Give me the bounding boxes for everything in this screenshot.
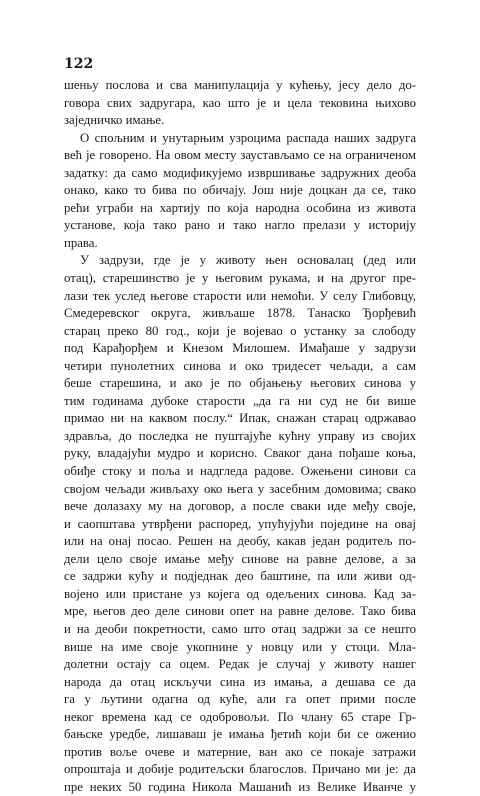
text-line: дели цело своје имање међу синове на равне делове, а за xyxy=(64,551,416,566)
text-line: својом чељади живљаху око њега у засебним домовима; свако xyxy=(64,481,416,496)
text-line: руку, владајући мудро и корисно. Сваког дана пођаше коња, xyxy=(64,446,416,461)
text-line: отац), старешинство је у његовим рукама, и на другог пре- xyxy=(64,271,416,286)
text-line: старац преко 80 год., који је војевао о устанку за слободу xyxy=(64,323,416,338)
text-line: говора свих задругара, као што је и цела тековина њихово xyxy=(64,95,416,110)
text-line: четири пунолетних синова и око тридесет чељади, а сам xyxy=(64,358,416,373)
text-line: пре неких 50 година Никола Машанић из Велике Иванче у xyxy=(64,779,416,794)
page-number: 122 xyxy=(64,56,94,72)
text-line: или на онај посао. Решен на деобу, какав један родитељ по- xyxy=(64,534,416,549)
text-line: права. xyxy=(64,235,98,250)
text-line: задатку: да само модификујемо извршивање задружних деоба xyxy=(64,165,416,180)
text-line: народа да отац искључи сина из имања, а дешава се да xyxy=(64,674,416,689)
book-page xyxy=(64,55,416,794)
text-line: тим годинама дубоке старости „да га ни суд не би више xyxy=(64,393,416,408)
text-line: Смедеревског округа, живљаше 1878. Танаско Ђорђевић xyxy=(64,306,416,321)
text-line: против воље очеве и матерние, ван ако се покаје затражи xyxy=(64,744,416,759)
text-line: војено или пристане уз којега од одељених синова. Кад за- xyxy=(64,586,416,601)
text-line: шеньу послова и сва манипулација у кућењу, јесу дело до- xyxy=(64,78,416,92)
text-line: више на име своје укопнине у новцу или у стоци. Мла- xyxy=(64,639,416,654)
text-line: опроштаја и добије родитељски благослов. Причано ми је: да xyxy=(64,762,416,777)
text-line: и саопштава утврђени распоред, упућујући поједине на овај xyxy=(64,516,416,531)
text-line: установе, која тако рано и тако нагло прелази у историју xyxy=(64,218,416,233)
text-line: већ је говорено. На овом месту заустављамо се на ограниченом xyxy=(64,148,416,163)
text-line: под Карађорђем и Кнезом Милошем. Имађаше у задрузи xyxy=(64,341,416,356)
text-line: лази тек услед његове старости или немоћи. У селу Глибовцу, xyxy=(64,288,416,303)
text-line: га у љутини одагна од куће, али га опет прими после xyxy=(64,692,416,707)
text-line: долетни остају са оцем. Редак је случај у животу нашег xyxy=(64,657,416,672)
text-line: и на деоби покретности, само што отац задржи за се нешто xyxy=(64,621,416,636)
text-line: О спољним и унутарњим узроцима распада наших задруга xyxy=(80,130,416,145)
text-line: У задрузи, где је у животу њен основалац (дед или xyxy=(80,253,416,268)
text-line: заједничко имање. xyxy=(64,113,165,128)
text-line: мре, његов део деле синови опет на равне делове. Тако бива xyxy=(64,604,416,619)
body-text xyxy=(64,77,416,796)
text-line: примао ни на каквом послу.“ Ипак, снажан старац одржавао xyxy=(64,411,416,426)
text-line: вече долазаху му на договор, а после сваки иде међу своје, xyxy=(64,499,416,514)
text-line: бањске уредбе, лишаваш је имања ђетић који би се оженио xyxy=(64,727,416,742)
text-line: обиђе стоку и поља и надгледа радове. Ожењени синови са xyxy=(64,464,416,479)
text-line: се задржи кућу и подједнак део баштине, па или живи од- xyxy=(64,569,416,584)
text-line: здравља, до последка не пуштајуће кућну управу из својих xyxy=(64,428,416,443)
text-line: неког времена кад се одобровољи. По члану 65 старе Гр- xyxy=(64,709,416,724)
text-line: беше старешина, и ако је по објањењу његових синова у xyxy=(64,376,416,391)
text-line: онако, како то бива по обичају. Још није доцкан да се, тако xyxy=(64,183,416,198)
text-line: рећи уграби на хартију по која народна особина из живота xyxy=(64,200,416,215)
